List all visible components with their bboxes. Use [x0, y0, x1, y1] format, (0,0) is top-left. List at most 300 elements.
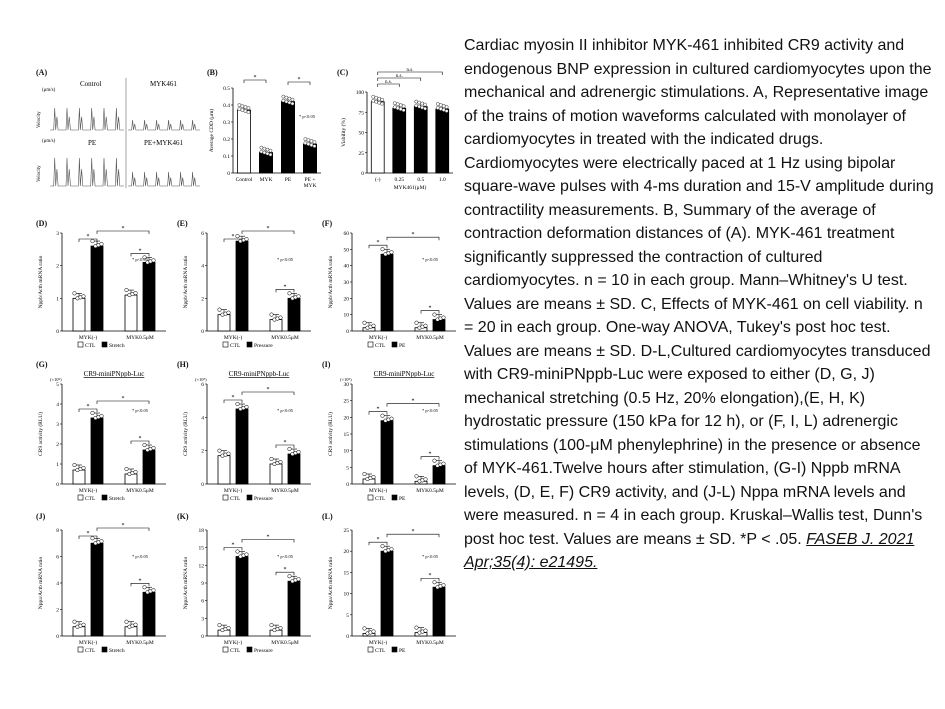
data-point: [297, 450, 301, 454]
x-tick-label: MYK(-): [223, 640, 243, 646]
bar: [236, 409, 248, 484]
data-point: [288, 574, 292, 578]
legend-label: Stretch: [109, 648, 125, 654]
legend-label: CTL: [375, 496, 386, 502]
data-point: [399, 108, 402, 111]
y-axis-label: Nppa/Actb mRNA ratio: [328, 556, 334, 610]
y-axis-label: Nppa/Actb mRNA ratio: [183, 556, 189, 610]
data-point: [245, 237, 249, 241]
chart-d: [28, 211, 173, 353]
data-point: [424, 629, 428, 633]
legend-label: PE: [399, 648, 406, 654]
p-value-note: * p<0.05: [277, 554, 294, 559]
data-point: [396, 103, 399, 106]
y-tick-label: 2: [201, 296, 204, 303]
x-tick-label: PE +: [304, 177, 316, 183]
data-point: [236, 402, 240, 406]
chart-e: [173, 211, 318, 353]
ns-label: n.s.: [385, 80, 392, 85]
y-tick-label: 15: [198, 545, 204, 552]
data-point: [381, 544, 385, 548]
x-tick-label: MYK(-): [368, 335, 388, 341]
x-tick-label: MYK(-): [368, 640, 388, 646]
significance-star: *: [283, 567, 287, 574]
bar: [236, 557, 248, 637]
data-point: [442, 316, 446, 320]
significance-star: *: [121, 226, 125, 232]
data-point: [238, 104, 241, 107]
panel-b: [203, 58, 328, 200]
y-tick-label: 1: [56, 462, 59, 468]
exponent-label: (×10⁵): [340, 377, 352, 382]
panel-k: [173, 508, 318, 658]
legend-swatch: [247, 495, 252, 500]
y-tick-label: 100: [355, 90, 364, 96]
bar: [281, 102, 294, 173]
x-tick-label: MYK(-): [223, 335, 243, 341]
y-tick-label: 0.5: [223, 86, 230, 92]
data-point: [270, 457, 274, 461]
bar: [218, 315, 230, 331]
data-point: [288, 292, 292, 296]
legend-swatch: [392, 342, 397, 347]
data-point: [152, 588, 156, 592]
chart-title: CR9-miniPNppb-Luc: [83, 370, 145, 378]
panel-label-j: (J): [36, 512, 46, 521]
panel-label-b: (B): [207, 68, 218, 77]
bar: [414, 107, 427, 173]
chart-h: [173, 356, 318, 506]
data-point: [266, 152, 269, 155]
legend-swatch-ctl: [368, 647, 373, 652]
bar: [73, 298, 85, 331]
data-point: [238, 108, 241, 111]
chart-title: CR9-miniPNppb-Luc: [373, 370, 435, 378]
data-point: [313, 141, 316, 144]
legend-swatch-ctl: [368, 495, 373, 500]
y-axis-label: Nppb/Actb mRNA ratio: [183, 255, 189, 309]
bar: [237, 110, 250, 173]
data-point: [125, 620, 129, 624]
y-tick-label: 15: [343, 432, 349, 438]
bar: [73, 470, 85, 484]
panel-a: [28, 58, 203, 190]
bar: [270, 320, 282, 331]
y-tick-label: 10: [343, 448, 349, 455]
legend-label: Stretch: [109, 343, 125, 349]
legend-swatch-ctl: [78, 495, 83, 500]
data-point: [363, 321, 367, 325]
data-point: [152, 446, 156, 450]
y-tick-label: 3: [56, 422, 59, 428]
significance-star: *: [86, 531, 90, 537]
data-point: [418, 105, 421, 108]
data-point: [152, 259, 156, 263]
chart-c: [333, 58, 458, 200]
data-point: [227, 626, 231, 630]
data-point: [421, 106, 424, 109]
significance-star: *: [253, 75, 257, 81]
data-point: [375, 96, 378, 99]
chart-title: CR9-miniPNppb-Luc: [228, 370, 290, 378]
x-tick-label: PE: [284, 177, 292, 183]
bar: [288, 298, 300, 331]
significance-star: *: [283, 284, 287, 291]
chart-k: [173, 508, 318, 658]
p-value-note: * p<0.05: [132, 257, 149, 262]
x-tick-label: 0.25: [394, 177, 405, 183]
data-point: [143, 443, 147, 447]
condition-label: Control: [80, 80, 102, 88]
data-point: [442, 108, 445, 111]
data-point: [415, 626, 419, 630]
y-tick-label: 0: [346, 634, 349, 640]
ns-label: n.s.: [395, 74, 403, 79]
y-tick-label: 0: [56, 482, 59, 488]
panel-g: [28, 356, 173, 506]
x-tick-label: MYK(-): [78, 640, 98, 646]
y-tick-label: 25: [343, 398, 349, 405]
y-axis-label: CR9 activity (RLU): [328, 412, 334, 456]
significance-star: *: [266, 534, 270, 541]
data-point: [415, 100, 418, 103]
x-tick-label: Control: [235, 177, 253, 183]
data-point: [236, 234, 240, 238]
legend-label: PE: [399, 343, 406, 349]
p-value-note: * p<0.05: [277, 408, 294, 413]
y-tick-label: 0: [201, 482, 204, 488]
chart-g: [28, 356, 173, 506]
legend-label: Pressure: [254, 648, 273, 654]
bar: [143, 262, 155, 331]
data-point: [236, 550, 240, 554]
data-point: [100, 539, 104, 543]
data-point: [390, 250, 394, 254]
x-tick-label: MYK0.5μM: [126, 335, 154, 341]
exponent-label: (×10⁵): [195, 377, 207, 382]
data-point: [372, 95, 375, 98]
data-point: [436, 102, 439, 105]
data-point: [378, 97, 381, 100]
bar: [436, 109, 449, 173]
panel-label-e: (E): [177, 219, 188, 228]
y-tick-label: 5: [346, 465, 349, 472]
data-point: [100, 242, 104, 246]
legend-label: Stretch: [109, 496, 125, 502]
data-point: [291, 98, 294, 101]
data-point: [269, 149, 272, 152]
data-point: [285, 96, 288, 99]
y-tick-label: 4: [56, 402, 59, 408]
waveform-control: [50, 108, 124, 130]
panel-label-i: (I): [322, 360, 331, 369]
y-tick-label: 6: [201, 231, 204, 237]
y-tick-label: 15: [343, 570, 349, 577]
data-point: [372, 99, 375, 102]
y-tick-label: 4: [201, 263, 204, 270]
legend-label: CTL: [85, 648, 96, 654]
legend-label: PE: [399, 496, 406, 502]
waveform-pe-myk461: [128, 172, 200, 186]
y-axis-label: Velocity: [37, 165, 42, 182]
y-tick-label: 25: [358, 150, 364, 157]
exponent-label: (×10⁵): [50, 377, 62, 382]
y-tick-label: 10: [343, 312, 349, 319]
panel-j: [28, 508, 173, 658]
y-tick-label: 6: [201, 382, 204, 388]
x-tick-label: MYK0.5μM: [416, 335, 444, 341]
data-point: [282, 95, 285, 98]
data-point: [304, 142, 307, 145]
significance-star: *: [138, 578, 142, 585]
bar: [303, 144, 316, 173]
panel-c: [333, 58, 458, 200]
data-point: [241, 105, 244, 108]
y-tick-label: 6: [56, 554, 59, 561]
data-point: [415, 321, 419, 325]
data-point: [402, 109, 405, 112]
data-point: [393, 106, 396, 109]
y-tick-label: 50: [358, 130, 364, 137]
significance-star: *: [283, 440, 287, 446]
x-tick-label: MYK(-): [368, 488, 388, 494]
y-axis-label: Viability (%): [341, 118, 347, 147]
y-tick-label: 12: [198, 563, 204, 570]
significance-star: *: [376, 406, 380, 413]
data-point: [134, 470, 138, 474]
data-point: [442, 462, 446, 466]
y-tick-label: 4: [201, 415, 204, 422]
data-point: [310, 140, 313, 143]
data-point: [227, 311, 231, 315]
data-point: [244, 106, 247, 109]
panel-label-f: (F): [322, 219, 333, 228]
data-point: [433, 459, 437, 463]
data-point: [393, 102, 396, 105]
p-value-note: * p<0.05: [422, 554, 439, 559]
data-point: [375, 100, 378, 103]
significance-star: *: [231, 395, 235, 401]
data-point: [304, 138, 307, 141]
y-tick-label: 20: [343, 296, 349, 303]
y-tick-label: 0.2: [223, 137, 230, 143]
y-tick-label: 2: [56, 607, 59, 614]
data-point: [73, 620, 77, 624]
data-point: [433, 313, 437, 317]
significance-star: *: [376, 240, 380, 247]
bar: [218, 456, 230, 484]
y-tick-label: 2: [201, 448, 204, 455]
x-tick-label: MYK0.5μM: [416, 640, 444, 646]
data-point: [372, 630, 376, 634]
data-point: [288, 447, 292, 451]
data-point: [241, 109, 244, 112]
data-point: [244, 110, 247, 113]
x-tick-label: 0.5: [417, 177, 425, 183]
y-tick-label: 30: [343, 382, 349, 388]
bar: [125, 474, 137, 484]
legend-swatch: [102, 342, 107, 347]
units-label: (μm/s): [42, 139, 56, 144]
ns-label: n.s.: [406, 68, 414, 73]
panel-label-k: (K): [177, 512, 189, 521]
data-point: [247, 107, 250, 110]
significance-star: *: [231, 234, 235, 240]
data-point: [263, 147, 266, 150]
x-tick-label: MYK(-): [78, 488, 98, 494]
y-tick-label: 0.3: [223, 120, 230, 126]
condition-label: PE: [88, 139, 97, 147]
significance-star: *: [231, 542, 235, 549]
x-tick-label: MYK(-): [78, 335, 98, 341]
bar: [288, 454, 300, 484]
data-point: [436, 106, 439, 109]
significance-star: *: [121, 396, 125, 402]
data-point: [381, 98, 384, 101]
data-point: [363, 472, 367, 476]
condition-label: MYK461: [150, 80, 177, 88]
y-tick-label: 60: [343, 231, 349, 237]
bar: [381, 551, 393, 636]
y-tick-label: 8: [56, 528, 59, 534]
data-point: [439, 103, 442, 106]
data-point: [82, 623, 86, 627]
chart-i: [318, 356, 463, 506]
data-point: [421, 102, 424, 105]
y-tick-label: 20: [343, 549, 349, 556]
panel-e: [173, 211, 318, 353]
legend-swatch-ctl: [78, 342, 83, 347]
bar: [393, 108, 406, 173]
citation-link[interactable]: FASEB J. 2021 Apr;35(4): e21495.: [464, 530, 915, 571]
y-tick-label: 3: [56, 231, 59, 237]
data-point: [143, 585, 147, 589]
data-point: [415, 475, 419, 479]
x-axis-label: MYK461(μM): [393, 185, 427, 191]
y-tick-label: 1: [56, 296, 59, 303]
legend-label: Pressure: [254, 496, 273, 502]
legend-swatch-ctl: [223, 495, 228, 500]
data-point: [372, 324, 376, 328]
bar: [91, 543, 103, 636]
panel-label-a: (A): [36, 68, 48, 77]
bar: [125, 295, 137, 331]
chart-f: [318, 211, 463, 353]
y-tick-label: 2: [56, 263, 59, 270]
significance-star: *: [411, 398, 415, 405]
bar: [381, 254, 393, 331]
y-axis-label: CR9 activity (RLU): [38, 412, 44, 456]
bar: [381, 421, 393, 484]
y-tick-label: 10: [343, 591, 349, 598]
data-point: [381, 247, 385, 251]
significance-star: *: [138, 436, 142, 442]
data-point: [245, 405, 249, 409]
panel-d: [28, 211, 173, 353]
data-point: [227, 452, 231, 456]
y-tick-label: 3: [201, 616, 204, 623]
y-tick-label: 20: [343, 415, 349, 422]
y-tick-label: 0: [56, 329, 59, 335]
data-point: [263, 151, 266, 154]
legend-swatch-ctl: [223, 647, 228, 652]
y-tick-label: 2: [56, 442, 59, 448]
data-point: [91, 536, 95, 540]
data-point: [125, 288, 129, 292]
data-point: [218, 308, 222, 312]
panel-label-c: (C): [337, 68, 349, 77]
data-point: [260, 146, 263, 149]
data-point: [270, 623, 274, 627]
significance-star: *: [297, 77, 301, 83]
data-point: [100, 414, 104, 418]
significance-star: *: [411, 529, 415, 536]
panel-a-waveforms: [28, 58, 203, 190]
y-tick-label: 5: [346, 612, 349, 619]
data-point: [424, 478, 428, 482]
bar: [270, 464, 282, 484]
x-tick-label: MYK: [303, 183, 317, 189]
data-point: [310, 144, 313, 147]
legend-label: Pressure: [254, 343, 273, 349]
legend-swatch: [392, 647, 397, 652]
y-tick-label: 30: [343, 280, 349, 286]
y-tick-label: 0: [346, 482, 349, 488]
data-point: [313, 145, 316, 148]
data-point: [307, 143, 310, 146]
data-point: [396, 107, 399, 110]
units-label: (μm/s): [42, 88, 56, 93]
p-value-note: * p<0.05: [132, 408, 149, 413]
legend-label: CTL: [375, 648, 386, 654]
legend-label: CTL: [375, 343, 386, 349]
x-tick-label: MYK0.5μM: [126, 640, 154, 646]
data-point: [297, 577, 301, 581]
legend-swatch-ctl: [78, 647, 83, 652]
significance-star: *: [428, 573, 432, 580]
panel-label-h: (H): [177, 360, 189, 369]
data-point: [245, 553, 249, 557]
panel-h: [173, 356, 318, 506]
waveform-pe: [50, 158, 124, 186]
data-point: [279, 460, 283, 464]
legend-swatch: [102, 647, 107, 652]
data-point: [424, 324, 428, 328]
bar: [236, 241, 248, 331]
waveform-myk461: [128, 120, 200, 130]
data-point: [390, 547, 394, 551]
bar: [143, 450, 155, 484]
data-point: [134, 623, 138, 627]
legend-label: CTL: [85, 496, 96, 502]
y-tick-label: 5: [56, 382, 59, 388]
significance-star: *: [411, 232, 415, 239]
data-point: [91, 239, 95, 243]
panel-label-l: (L): [322, 512, 333, 521]
x-tick-label: 1.0: [438, 177, 446, 183]
data-point: [415, 104, 418, 107]
bar: [433, 320, 445, 331]
bar: [288, 581, 300, 636]
significance-star: *: [86, 404, 90, 410]
y-axis-label: Nppb/Actb mRNA ratio: [38, 255, 44, 309]
p-value-note: * p<0.05: [422, 257, 439, 262]
data-point: [218, 449, 222, 453]
y-tick-label: 75: [358, 110, 364, 117]
legend-swatch-ctl: [368, 342, 373, 347]
data-point: [399, 104, 402, 107]
legend-label: CTL: [230, 496, 241, 502]
